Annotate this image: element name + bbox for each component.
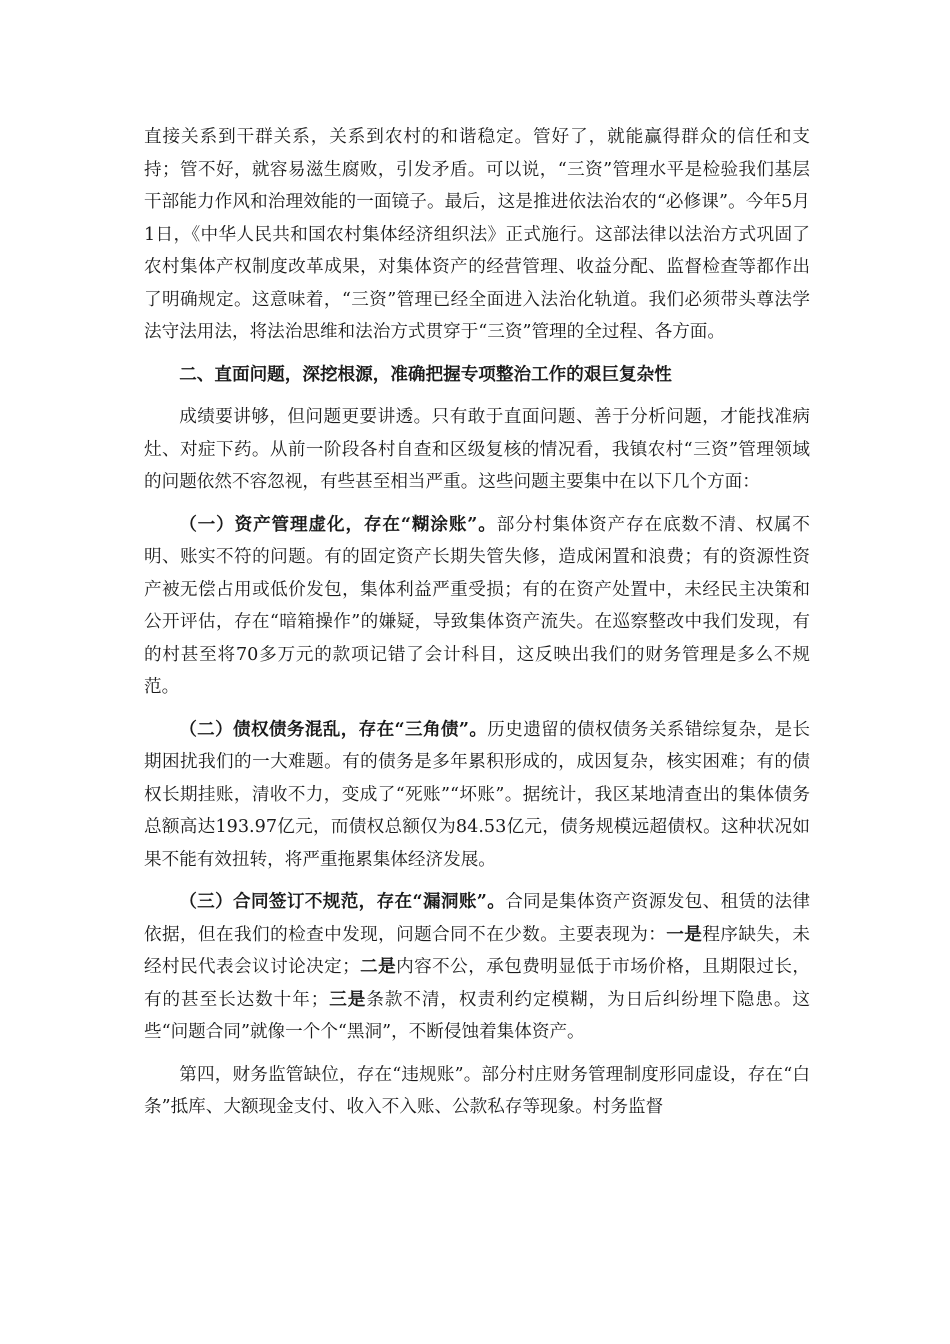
paragraph-3 [144, 509, 810, 704]
subheading-3: （三）合同签订不规范，存在“漏洞账”。 [179, 891, 506, 912]
paragraph-5 [144, 886, 810, 1049]
subheading-2: （二）债权债务混乱，存在“三角债”。 [179, 718, 488, 740]
paragraph-1: 直接关系到干群关系，关系到农村的和谐稳定。管好了，就能赢得群众的信任和支持；管不好，就容易滋生腐败，引发矛盾。可以说，“三资”管理水平是检验我们基层干部能力作风和治理效能的一面镜子。最后，这是推进依法治农的“必修课”。今年5月1日，《中华人民共和国农村集体经济组织法》正式施行。这部法律以法治方式巩固了农村集体产权制度改革成果，对集体资产的经营管理、收益分配、监督检查等都作出了明确规定。这意味着，“三资”管理已经全面进入法治化轨道。我们必须带头尊法学法守法用法，将法治思维和法治方式贯穿于“三资”管理的全过程、各方面。 [144, 127, 810, 342]
paragraph-5-body-c: 内容不公，承包费明显低于市场价格，且期限过长，有的甚至长达数十年； [144, 957, 810, 1010]
subheading-1: （一）资产管理虚化，存在“糊涂账”。 [179, 513, 497, 535]
paragraph-5-body-d: 条款不清，权责利约定模糊，为日后纠纷埋下隐患。这些“问题合同”就像一个个“黑洞”，不断侵蚀着集体资产。 [144, 989, 810, 1042]
paragraph-5-body-a: 合同是集体资产资源发包、租赁的法律依据，但在我们的检查中发现，问题合同不在少数。主要表现为： [144, 892, 810, 945]
keyword-first: 一是 [666, 923, 703, 945]
keyword-third: 三是 [328, 988, 367, 1010]
paragraph-2: 成绩要讲够，但问题更要讲透。只有敢于直面问题、善于分析问题，才能找准病灶、对症下药。从前一阶段各村自查和区级复核的情况看，我镇农村“三资”管理领域的问题依然不容忽视，有些甚至相当严重。这些问题主要集中在以下几个方面： [144, 407, 810, 492]
paragraph-3-body: 部分村集体资产存在底数不清、权属不明、账实不符的问题。有的固定资产长期失管失修，造成闲置和浪费；有的资源性资产被无偿占用或低价发包，集体利益严重受损；有的在资产处置中，未经民主决策和公开评估，存在“暗箱操作”的嫌疑，导致集体资产流失。在巡察整改中我们发现，有的村甚至将70多万元的款项记错了会计科目，这反映出我们的财务管理是多么不规范。 [144, 514, 810, 697]
paragraph-5-body-b: 程序缺失，未经村民代表会议讨论决定； [144, 924, 810, 977]
section-heading-2: 二、直面问题，深挖根源，准确把握专项整治工作的艰巨复杂性 [179, 363, 672, 385]
paragraph-6: 第四，财务监管缺位，存在“违规账”。部分村庄财务管理制度形同虚设，存在“白条”抵库、大额现金支付、收入不入账、公款私存等现象。村务监督 [144, 1064, 810, 1117]
paragraph-4 [144, 714, 810, 877]
keyword-second: 二是 [359, 956, 397, 977]
paragraph-4-body: 历史遗留的债权债务关系错综复杂，是长期困扰我们的一大难题。有的债务是多年累积形成的，成因复杂，核实困难；有的债权长期挂账，清收不力，变成了“死账”“坏账”。据统计，我区某地清查出的集体债务总额高达193.97亿元，而债权总额仅为84.53亿元，债务规模远超债权。这种状况如果不能有效扭转，将严重拖累集体经济发展。 [144, 719, 810, 870]
document-body [144, 121, 810, 1124]
